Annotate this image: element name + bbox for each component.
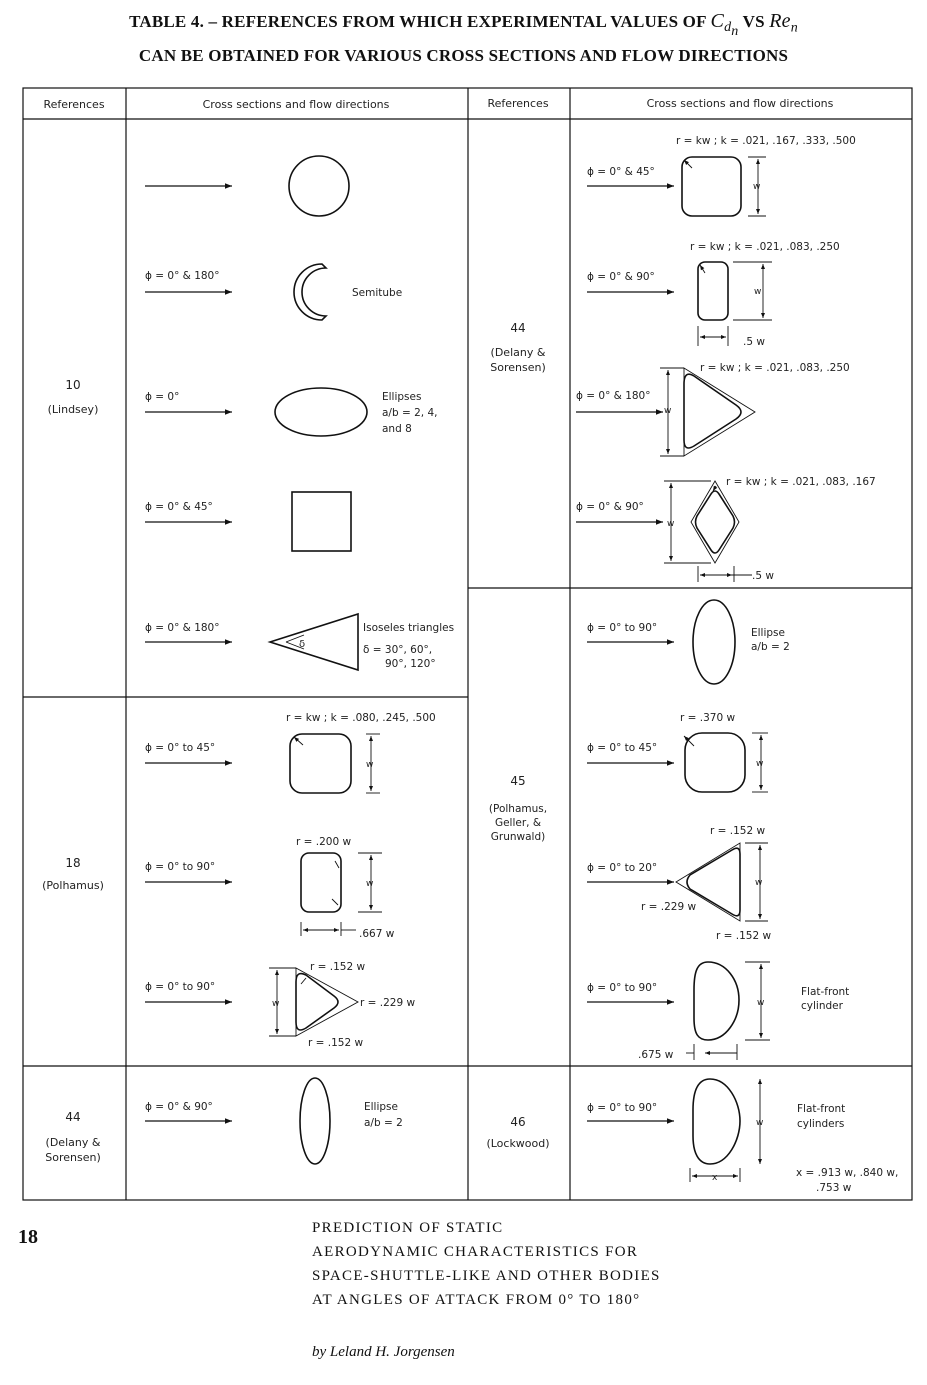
r7-note-top: r = .152 w bbox=[710, 825, 766, 837]
circle-cross-section bbox=[289, 156, 349, 216]
r8-note-bottom: r = .152 w bbox=[308, 1037, 364, 1049]
r7-note-left: r = .229 w bbox=[641, 901, 697, 913]
ellipse-cross-section bbox=[275, 388, 367, 436]
r3-label3: and 8 bbox=[382, 423, 412, 435]
r2-phi: ϕ = 0° & 90° bbox=[587, 271, 655, 283]
page-number: 18 bbox=[18, 1226, 38, 1248]
r8-label1: Flat-front bbox=[801, 986, 850, 998]
r4-phi: ϕ = 0° & 45° bbox=[145, 501, 213, 513]
r3-label1: Ellipses bbox=[382, 391, 422, 403]
r9-x: x bbox=[712, 1173, 718, 1183]
r3-label2: a/b = 2, 4, bbox=[382, 407, 438, 419]
r5-label1: Isoseles triangles bbox=[363, 622, 455, 634]
rounded-diamond-cross-section bbox=[696, 491, 735, 553]
r8-note-right: r = .229 w bbox=[360, 997, 416, 1009]
r9-xvals2: .753 w bbox=[816, 1182, 852, 1194]
r6-note: r = .370 w bbox=[680, 712, 736, 724]
r6-phi: ϕ = 0° to 45° bbox=[587, 742, 658, 754]
r2-w: w bbox=[754, 287, 762, 297]
r3-phi: ϕ = 0° bbox=[145, 391, 180, 403]
r4-w: w bbox=[667, 519, 675, 529]
r7-phi: ϕ = 0° to 90° bbox=[145, 861, 216, 873]
r1-note: r = kw ; k = .021, .167, .333, .500 bbox=[676, 135, 856, 147]
rounded-square-cross-section bbox=[682, 157, 741, 216]
r5-label3: 90°, 120° bbox=[385, 658, 436, 670]
r7-note-bottom: r = .152 w bbox=[716, 930, 772, 942]
r9-phi: ϕ = 0° to 90° bbox=[587, 1102, 658, 1114]
ref-44b-name-1: (Delany & bbox=[45, 1136, 101, 1149]
ref-45-name-1: (Polhamus, bbox=[488, 803, 548, 815]
ref-45-name-2: Geller, & bbox=[494, 817, 542, 829]
semitube-cross-section bbox=[294, 264, 326, 320]
rounded-square-cross-section bbox=[290, 734, 351, 793]
r3-note: r = kw ; k = .021, .083, .250 bbox=[700, 362, 850, 374]
r3-phi: ϕ = 0° & 180° bbox=[576, 390, 651, 402]
r7-w: w bbox=[755, 878, 763, 888]
r2-note: r = kw ; k = .021, .083, .250 bbox=[690, 241, 840, 253]
header-references-left: References bbox=[43, 98, 105, 111]
r4-width: .5 w bbox=[752, 570, 774, 582]
r5-label2: a/b = 2 bbox=[751, 641, 790, 653]
r9-label1: Ellipse bbox=[364, 1101, 398, 1113]
r9-label2: a/b = 2 bbox=[364, 1117, 403, 1129]
r1-phi: ϕ = 0° & 45° bbox=[587, 166, 655, 178]
ellipse-vertical-cross-section bbox=[300, 1078, 330, 1164]
r7-phi: ϕ = 0° to 20° bbox=[587, 862, 658, 874]
header-cross-sections-left: Cross sections and flow directions bbox=[202, 98, 390, 111]
ref-18-name: (Polhamus) bbox=[42, 879, 104, 892]
ref-44-name-2: Sorensen) bbox=[490, 361, 546, 374]
table-title-line2: CAN BE OBTAINED FOR VARIOUS CROSS SECTIONS AND FLOW DIRECTIONS bbox=[138, 46, 789, 65]
ref-46-name: (Lockwood) bbox=[486, 1137, 550, 1150]
r6-w: w bbox=[366, 760, 374, 770]
footer-title-line3: SPACE-SHUTTLE-LIKE AND OTHER BODIES bbox=[312, 1268, 661, 1284]
ref-44-number: 44 bbox=[510, 321, 526, 335]
r9-label2: cylinders bbox=[797, 1118, 845, 1130]
flat-front-cylinder-cross-section bbox=[693, 1079, 740, 1164]
r8-note-top: r = .152 w bbox=[310, 961, 366, 973]
r9-label1: Flat-front bbox=[797, 1103, 846, 1115]
r9-phi: ϕ = 0° & 90° bbox=[145, 1101, 213, 1113]
ref-46-number: 46 bbox=[510, 1115, 526, 1129]
ref-44-name-1: (Delany & bbox=[490, 346, 546, 359]
r2-phi: ϕ = 0° & 180° bbox=[145, 270, 220, 282]
r6-note: r = kw ; k = .080, .245, .500 bbox=[286, 712, 436, 724]
r8-width: .675 w bbox=[638, 1049, 674, 1061]
footer-title-line2: AERODYNAMIC CHARACTERISTICS FOR bbox=[312, 1244, 639, 1260]
flat-front-cylinder-cross-section bbox=[694, 962, 739, 1040]
r5-phi: ϕ = 0° & 180° bbox=[145, 622, 220, 634]
r1-w: w bbox=[753, 182, 761, 192]
ref-10-name: (Lindsey) bbox=[47, 403, 99, 416]
r7-note: r = .200 w bbox=[296, 836, 352, 848]
r4-note: r = kw ; k = .021, .083, .167 bbox=[726, 476, 876, 488]
r8-phi: ϕ = 0° to 90° bbox=[587, 982, 658, 994]
ref-45-name-3: Grunwald) bbox=[490, 831, 546, 843]
r5-delta: δ bbox=[299, 639, 306, 650]
r6-w: w bbox=[756, 759, 764, 769]
ref-10-number: 10 bbox=[65, 378, 81, 392]
rounded-square-cross-section bbox=[685, 733, 745, 792]
r2-width: .5 w bbox=[743, 336, 765, 348]
ref-18-number: 18 bbox=[65, 856, 81, 870]
footer-title-line4: AT ANGLES OF ATTACK FROM 0° TO 180° bbox=[312, 1292, 641, 1308]
r4-phi: ϕ = 0° & 90° bbox=[576, 501, 644, 513]
header-references-right: References bbox=[487, 97, 549, 110]
r6-phi: ϕ = 0° to 45° bbox=[145, 742, 216, 754]
r5-phi: ϕ = 0° to 90° bbox=[587, 622, 658, 634]
ellipse-vertical-cross-section bbox=[693, 600, 735, 684]
footer-title-line1: PREDICTION OF STATIC bbox=[312, 1220, 504, 1236]
table-title-line1: TABLE 4. – REFERENCES FROM WHICH EXPERIMENTAL VALUES OF $C_{d_n}$ VS $Re_n$ bbox=[129, 10, 798, 40]
r3-w: w bbox=[664, 406, 672, 416]
r8-label2: cylinder bbox=[801, 1000, 843, 1012]
r5-label2: δ = 30°, 60°, bbox=[363, 644, 433, 656]
rounded-rectangle-cross-section bbox=[698, 262, 728, 320]
author-byline: by Leland H. Jorgensen bbox=[312, 1344, 455, 1360]
r7-width: .667 w bbox=[359, 928, 395, 940]
header-cross-sections-right: Cross sections and flow directions bbox=[646, 97, 834, 110]
r5-label1: Ellipse bbox=[751, 627, 785, 639]
r8-w: w bbox=[757, 998, 765, 1008]
r7-w: w bbox=[366, 879, 374, 889]
r8-phi: ϕ = 0° to 90° bbox=[145, 981, 216, 993]
r9-xvals1: x = .913 w, .840 w, bbox=[796, 1167, 899, 1179]
r2-label: Semitube bbox=[352, 287, 403, 299]
r8-w: w bbox=[272, 999, 280, 1009]
ref-44b-number: 44 bbox=[65, 1110, 81, 1124]
ref-44b-name-2: Sorensen) bbox=[45, 1151, 101, 1164]
r9-w: w bbox=[756, 1118, 764, 1128]
ref-45-number: 45 bbox=[510, 774, 526, 788]
square-cross-section bbox=[292, 492, 351, 551]
isosceles-triangle-cross-section bbox=[270, 614, 358, 670]
